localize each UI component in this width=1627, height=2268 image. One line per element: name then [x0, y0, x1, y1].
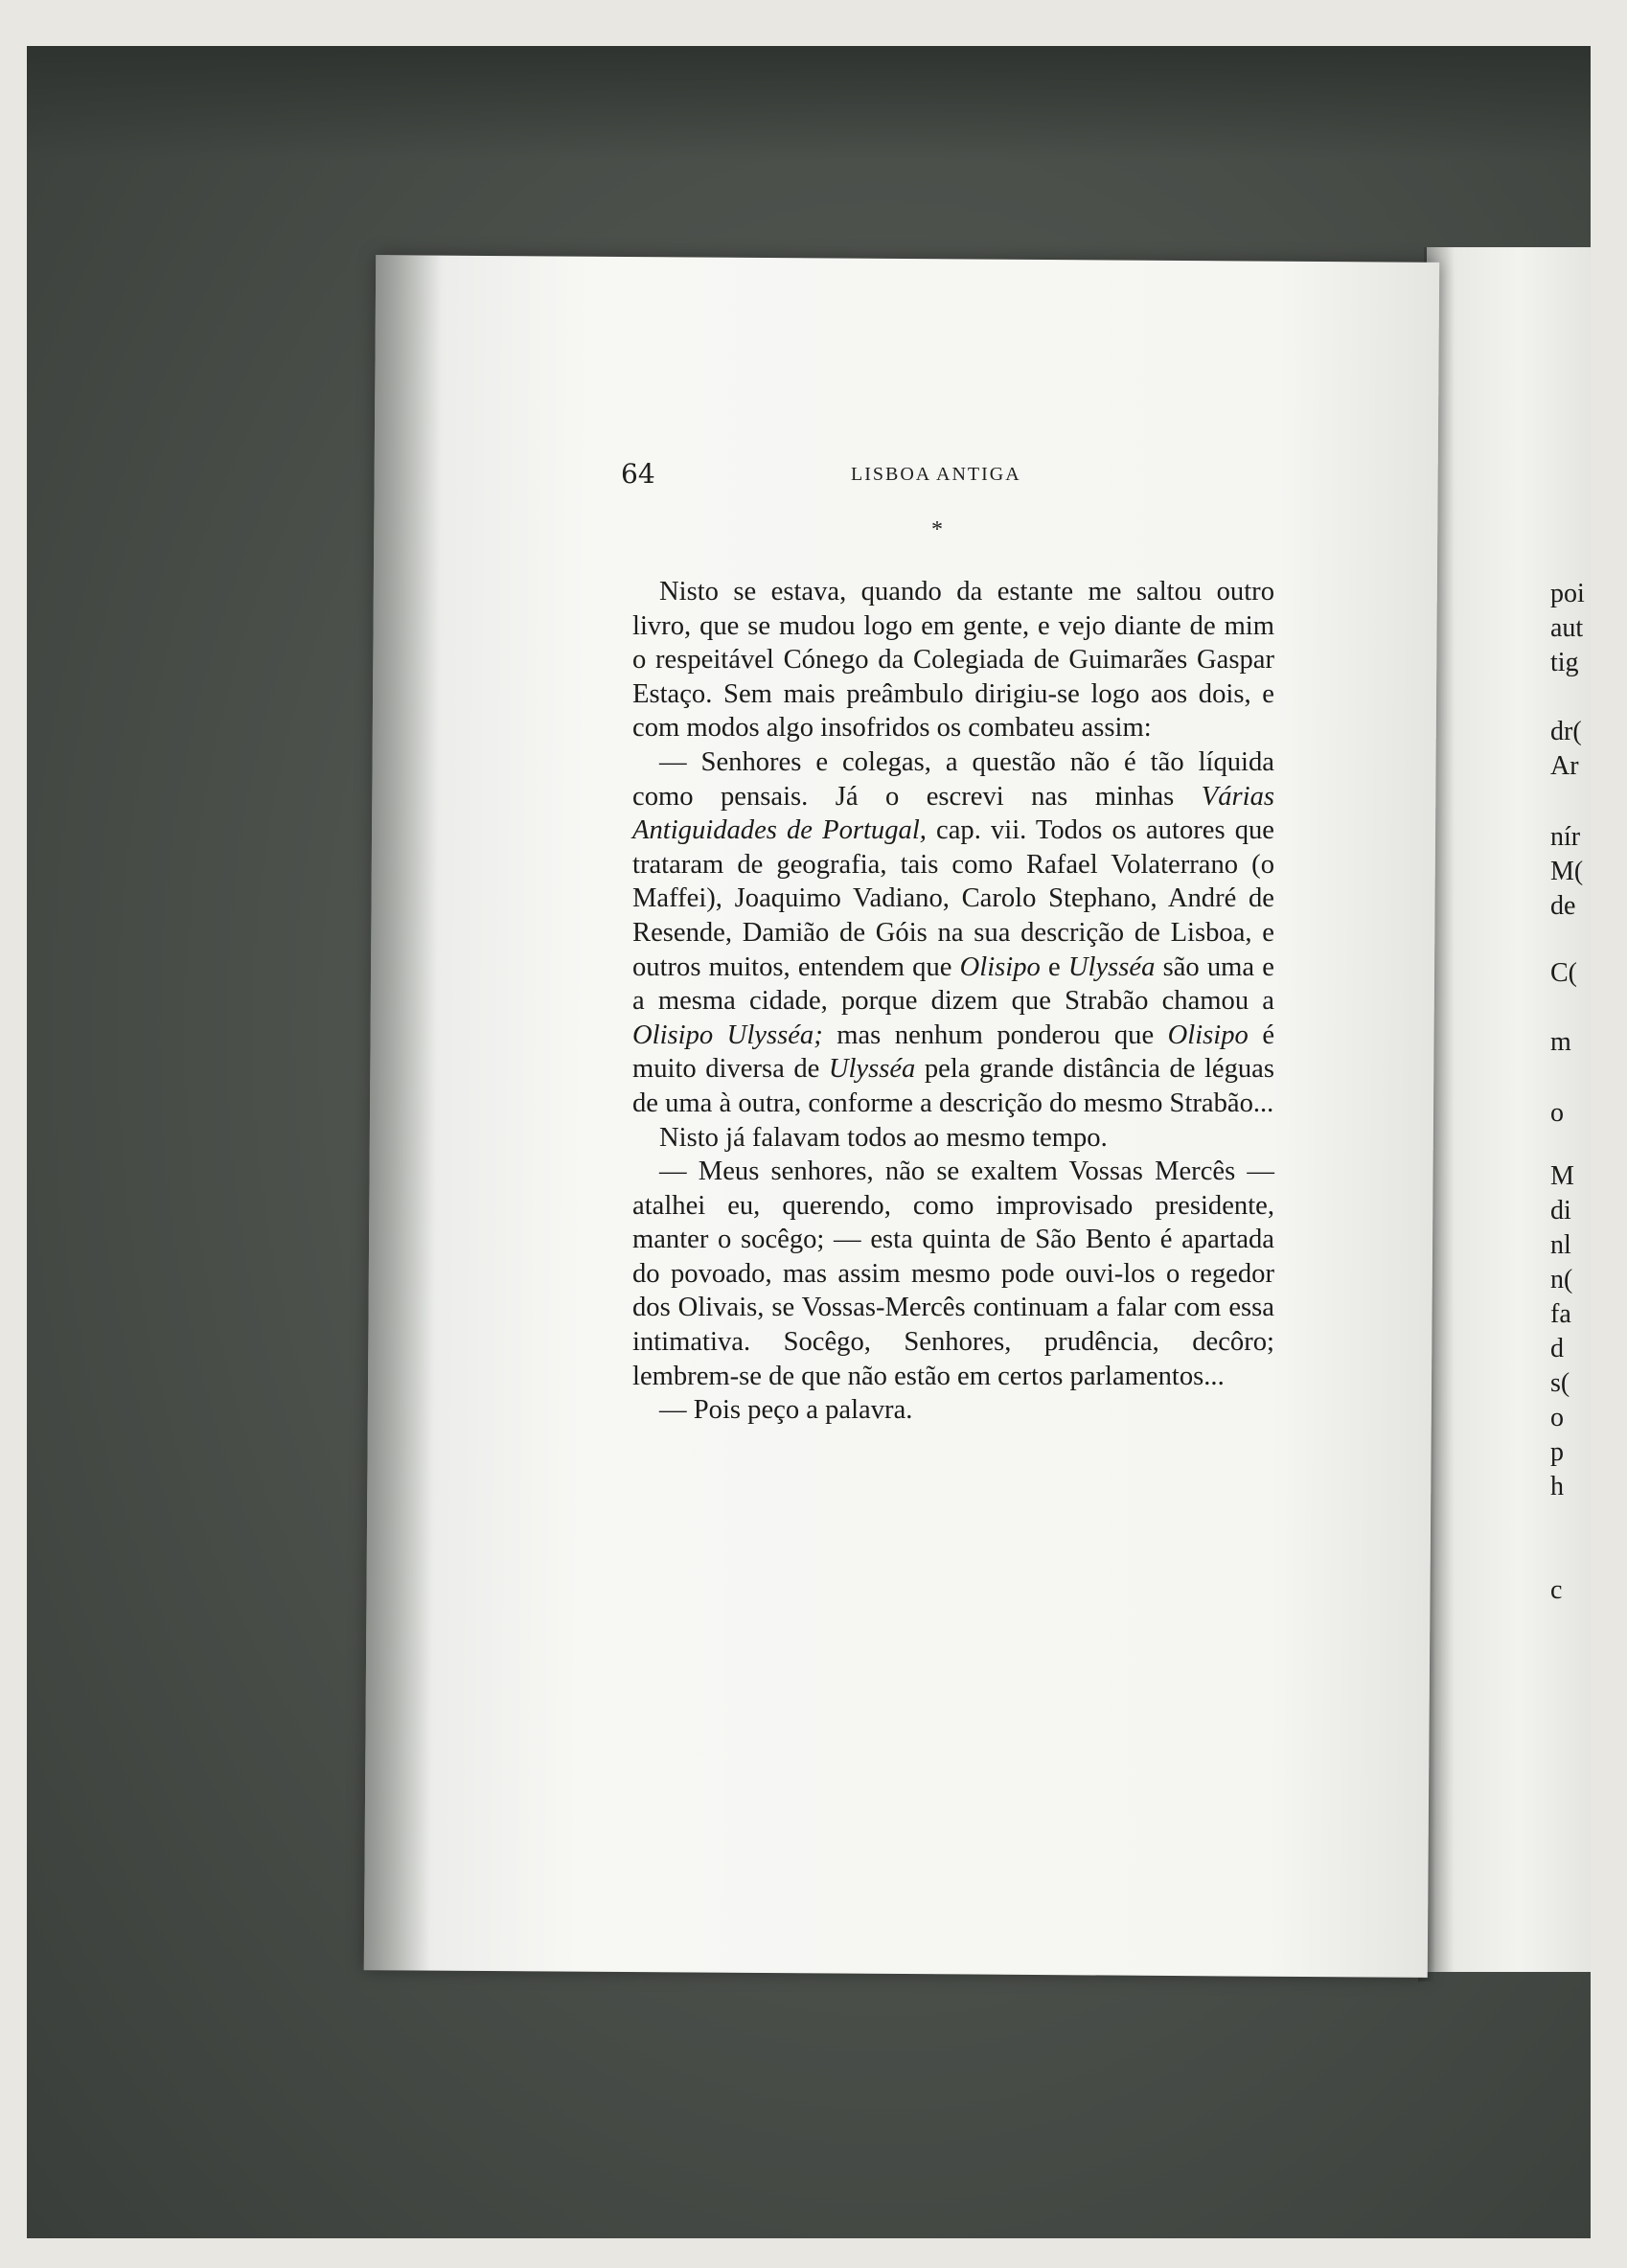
- fragment: aut: [1550, 613, 1584, 643]
- fragment: n(: [1550, 1265, 1573, 1294]
- place-name-italic: Ulysséa: [1067, 951, 1156, 982]
- fragment: C(: [1550, 958, 1577, 988]
- body-text: [632, 575, 1274, 1428]
- text-run: é muito diversa de: [632, 1019, 1275, 1085]
- fragment: nír: [1550, 822, 1581, 852]
- text-run: cap. vii. Todos os autores que trataram de geografia, tais como Rafael Volaterrano (o Maffei), Joaquimo Vadiano, Carolo Stephano, André de Resende, Damião de Góis na sua descrição de Lisboa, e outros muitos, entendem que: [632, 815, 1274, 982]
- fragment: o: [1550, 1403, 1564, 1432]
- text-run: Nisto se estava, quando da estante me saltou outro livro, que se mudou logo em gente, e vejo diante de mim o respeitável Cónego da Colegiada de Guimarães Gaspar Estaço. Sem mais preâmbulo dirigiu-se logo aos dois, e com modos algo insofridos os combateu assim:: [632, 577, 1274, 744]
- paragraph: [632, 1155, 1274, 1393]
- fragment: fa: [1550, 1299, 1571, 1329]
- text-run: — Senhores e colegas, a questão não é tão líquida como pensais. Já o escrevi nas minhas: [632, 746, 1274, 812]
- fragment: h: [1550, 1472, 1564, 1501]
- fragment: dr(: [1550, 717, 1582, 746]
- fragment: poi: [1550, 579, 1585, 608]
- place-name-italic: Olisipo: [959, 951, 1041, 982]
- text-run: e: [1040, 951, 1068, 982]
- fragment: d: [1550, 1334, 1564, 1363]
- fragment: M(: [1550, 857, 1584, 886]
- fragment: de: [1550, 891, 1576, 921]
- fragment: tig: [1550, 648, 1579, 677]
- fragment: m: [1550, 1027, 1571, 1057]
- paragraph: [632, 1393, 1274, 1428]
- section-ornament: *: [931, 517, 943, 542]
- place-name-italic: Ulysséa: [828, 1054, 916, 1085]
- place-name-italic: Olisipo Ulysséa;: [632, 1019, 823, 1050]
- paragraph: [632, 575, 1274, 745]
- fragment: Ar: [1550, 751, 1579, 781]
- fragment: c: [1550, 1575, 1563, 1605]
- text-run: Nisto já falavam todos ao mesmo tempo.: [659, 1122, 1108, 1153]
- fragment: M: [1550, 1161, 1574, 1191]
- fragment: o: [1550, 1098, 1564, 1128]
- text-run: — Meus senhores, não se exaltem Vossas Mercês — atalhei eu, querendo, como improvisado presidente, manter o socêgo; — esta quinta de São Bento é apartada do povoado, mas assim mesmo pode ouvi-los o regedor dos Olivais, se Vossas-Mercês continuam a falar com essa intimativa. Socêgo, Senhores, prudência, decôro; lembrem-se de que não estão em certos parlamentos...: [632, 1157, 1274, 1391]
- running-title: LISBOA ANTIGA: [851, 464, 1021, 485]
- fragment: di: [1550, 1196, 1571, 1226]
- fragment: s(: [1550, 1368, 1570, 1398]
- text-run: — Pois peço a palavra.: [659, 1395, 913, 1426]
- text-run: mas nenhum ponderou que: [822, 1019, 1168, 1050]
- fragment: nl: [1550, 1230, 1571, 1260]
- paragraph: [632, 1121, 1274, 1156]
- text-run: pela grande distância de léguas de uma à outra, conforme a descrição do mesmo Strabão...: [632, 1054, 1275, 1118]
- fragment: p: [1550, 1437, 1564, 1467]
- book-title-italic: Várias Antiguidades de Portugal,: [632, 781, 1274, 846]
- running-header: [621, 458, 1349, 496]
- place-name-italic: Olisipo: [1167, 1019, 1249, 1050]
- paragraph: [632, 745, 1274, 1121]
- page-number: 64: [621, 458, 655, 490]
- text-run: são uma e a mesma cidade, porque dizem que Strabão chamou a: [632, 951, 1274, 1017]
